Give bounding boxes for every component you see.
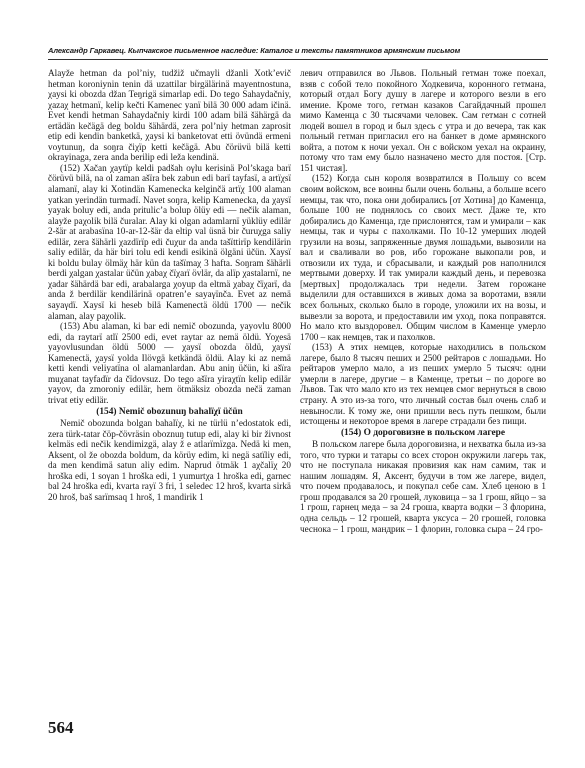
left-column-kipchak-text — [48, 68, 291, 502]
paragraph-153-translation: (153) А этих немцев, которые находились в польском лагере, было 8 тысяч пеших и 2500 рейтаров с лошадьми. Но рейтаров умерло мало, а из пеших умерло 5 тысяч: одни умерли в лагере, другие – в Каменце, третьи – по дороге во Львов. Так что мало кто из тех немцев смог вернуться в свою страну. А это из-за того, что личный состав был очень слаб и невыносли. К тому же, они пришли весь путь пешком, были истощены и некоторое время в лагере страдали без пищи. — [300, 342, 546, 427]
running-header: Александр Гаркавец. Кыпчакское письменное наследие: Каталог и тексты памятников армянским письмом — [48, 46, 461, 55]
paragraph-154-translation: В польском лагере была дороговизна, и нехватка была из-за того, что турки и татары со всех сторон окружили лагерь так, что не поступала никакая провизия как нам самим, так и нашим лошадям. Я, Аксент, будучи в том же лагере, видел, что почем продавалось, и покупал себе сам. Хлеб ценою в 1 грош продавался за 20 грошей, луковица – за 1 грош, яйцо – за 1 грош, гарнец меда – за 24 гроша, кварта водки – 3 флорина, одна сельдь – 12 грошей, кварта уксуса – 20 грошей, головка чеснока – 1 грош, мандрик – 1 флорин, головка сыра – 24 гро- — [300, 439, 546, 534]
section-heading-154: (154) Nemič obozunuŋ bahalïχï üčün — [96, 406, 243, 417]
paragraph-152-translation: (152) Когда сын короля возвратился в Польшу со всем своим войском, все воины были очень больны, а больше всего немцы, так что, пока они добирались [от Хотина] до Каменца, больше 100 не поднялось со своих мест. Даже те, кто добирались до Каменца, где прислонятся, там и умирали – как немцы, так и чуры с пахолками. По 10-12 умерших людей грузили на возы, запряженные двумя лошадьми, вывозили на вал и сваливали во ров, ибо горожане выкопали ров, и отвозили их туда, и сбрасывали, и каждый ров наполнился мертвыми доверху. И так умирали каждый день, и перевозка [мертвых] продолжалась три недели. Затем горожане выделили для оставшихся в живых дома за воротами, взяли всех больных, сколько было в городе, уложили их на возы, и вывезли за ворота, и предоставили им уход, пока поправятся. Но мало кто выздоровел. Общим числом в Каменце умерло 1700 – как немцев, так и пахолков. — [300, 173, 546, 342]
paragraph-151-end: Alayže hetman da pol’niy, tudžiž učmayli džanli Xotk’evič hetman koroniynin tenin dä uzattilar birgälärinä mayentnostuna, χaysi ki obozda džan Teŋrigä simarlap edi. Do tego Sahaydačniy, χazaχ hetmanï, kelip kečti Kamenec yanï bilä 30 000 adam ičinä. Evet kendi hetman Sahaydačniy kirdi 100 adam bilä šähärgä da ertädän kečägä deg boldu šähärdä, zera pol’niy hetman zaprosit etip edi kendin banketkä, χaysi ki banketovat etti övündä ermeni voytunuŋ, da soŋra čiχïp ketti kečägä. Abu čörüvü bilä ketti okrayinaga, zera anda berilip edi leža kendinä. — [48, 68, 291, 163]
page-number: 564 — [48, 718, 74, 737]
header-rule — [48, 59, 548, 60]
paragraph-151-end-translation: левич отправился во Львов. Польный гетман тоже поехал, взяв с собой тело покойного Ходкевича, коронного гетмана, который отдал Богу душу в лагере и которого везли в его имение. Кроме того, гетман казаков Сагайдачный прошел мимо Каменца с 30 тысячами человек. Сам гетман с сотней людей вошел в город и был здесь с утра и до вечера, так как польный гетман пригласил его на банкет в доме армянского войта, а потом к ночи уехал. Он с войском уехал на окраину, потому что там ему было назначено место для постоя. [Стр. 151 чистая]. — [300, 68, 546, 173]
paragraph-153: (153) Abu alaman, ki bar edi nemič obozunda, yayovlu 8000 edi, da raytarï atlï 2500 edi, evet raytar az nemä öldü. Yoχesä yayovlusundan öldü 5000 — χaysï obozda öldü, χaysï Kamenectä, χaysï yolda Ilövgä ketkändä öldü. Alay ki az nemä ketti kendi veliyatïna ol alamanlardan. Abu aniŋ üčün, ki ašïra muχanat tayfadïr da čïdovsuz. Do tego ašïra yiraχtïn kelip edilär yayov, da zmoroniy edilär, hem ötmäksiz obozda nečä zaman trivat etiy edilär. — [48, 321, 291, 405]
paragraph-154: Nemič obozunda bolgan bahalïχ, ki ne türlü n’edostatok edi, zera türk-tatar čöp-čövräsin oboznuŋ tutup edi, alay ki bir živnost kelmäs edi nečik kendimizgä, alay ž e atlarïmïzga. Nedä ki men, Aksent, ol že obozda boldum, da körüy edim, ki negä satïliy edi, da men kendimä satun aliy edim. Naprud ötmäk 1 aχčalïχ 20 hroška edi, 1 soγan 1 hroška edi, 1 yumurtχa 1 hroška edi, garnec bal 24 hroška edi, kvarta rayï 3 fri, 1 seledec 12 hroš, kvarta sirkä 20 hroš, baš sarïmsaq 1 hroš, 1 mandirik 1 — [48, 418, 291, 502]
paragraph-152: (152) Xačan χaytïp keldi padšah oγlu kerisinä Pol’skaga barï čörüvü bilä, na ol zaman ašïra bek zabun edi barï tayfasï, a artïχsï alamanï, alay ki Xotindän Kamenecka kelginčä artïχ 100 alaman yatkan yerindän turmadï. Navet soŋra, kelip Kamenecka, da χaysï yayak boluy edi, anda pritulic’a bolup ölüy edi — nečik alaman, alayže paχolik bilä čuralar. Alay ki olgan adamlarnï yüklüy edilär 2-šär at arabasïna 10-ar-12-šär da eltip val üsnä bir čuruχga saliy edilär, zera šähärli χazdïrïp edi čuχur da anda tašïttirïp kendilärin saliy edilär, da här biri tolu edi kendi esikinä ölgäni üčün. Xaysï ki boldu bulay ölmäχ här kün da tašïmaχ 3 hafta. Soŋram šähärli berdi χalgan χastalar üčün χabaχ čïχarï övlär, da alïp χastalarnï, ne χadar šähärdä bar edi, arabalarga χoyup da eltmä χabaχ čïχarï, da anda ž berdilär kendilärinä opatren’e sayaγïnča. Evet az nemä sayaγdï. Xaysï ki heseb bilä Kamenectä öldü 1700 — nečik alaman, alay paχolik. — [48, 162, 291, 321]
right-column-russian-translation — [300, 68, 546, 534]
section-heading-154-translation: (154) О дороговизне в польском лагере — [340, 427, 506, 438]
